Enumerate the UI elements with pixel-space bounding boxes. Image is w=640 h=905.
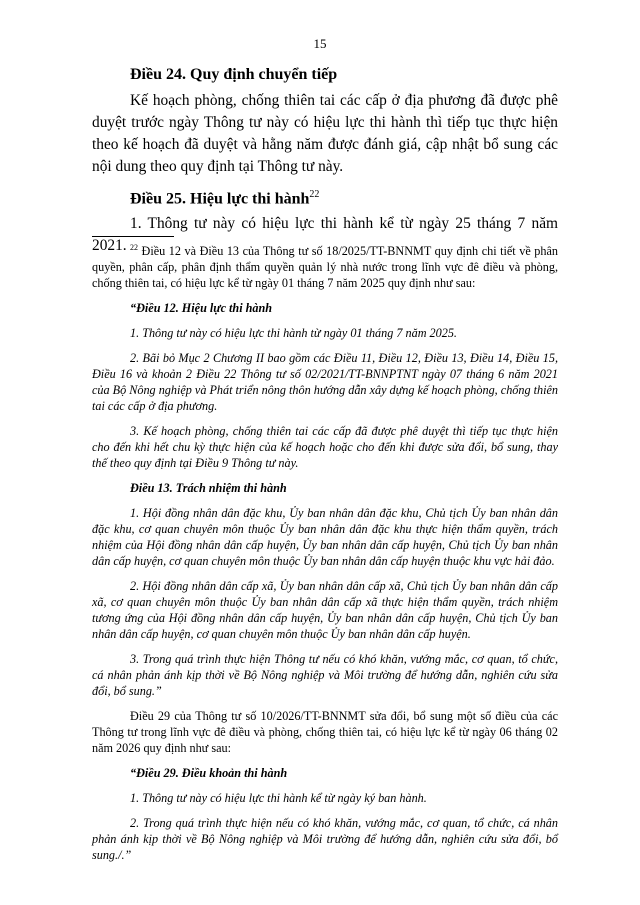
footnote-article-12-clause-2: 2. Bãi bỏ Mục 2 Chương II bao gồm các Điều 11, Điều 12, Điều 13, Điều 14, Điều 15, Điều 16 và khoản 2 Điều 22 Thông tư số 02/2021/TT-BNNPTNT ngày 07 tháng 6 năm 2021 của Bộ Nông nghiệp và Phát triển nông thôn hướng dẫn xây dựng kế hoạch phòng, chống thiên tai các cấp ở địa phương. — [92, 351, 558, 414]
footnote-intro — [92, 240, 558, 291]
footnote-article-13-clause-1: 1. Hội đồng nhân dân đặc khu, Ủy ban nhân dân đặc khu, Chủ tịch Ủy ban nhân dân đặc khu, cơ quan chuyên môn thuộc Ủy ban nhân dân đặc khu thực hiện thẩm quyền, trách nhiệm của Hội đồng nhân dân cấp huyện, Ủy ban nhân dân cấp huyện, Chủ tịch Ủy ban nhân dân cấp huyện, cơ quan chuyên môn thuộc Ủy ban nhân dân cấp huyện thuộc khu vực hải đảo. — [92, 506, 558, 569]
article-25-title — [92, 184, 558, 209]
footnote-article-29-title: “Điều 29. Điều khoản thi hành — [130, 766, 288, 781]
page-number: 15 — [313, 36, 327, 51]
footnote-reference[interactable]: 22 — [309, 189, 320, 200]
article-24-text: Kế hoạch phòng, chống thiên tai các cấp ở địa phương đã được phê duyệt trước ngày Thông tư này có hiệu lực thi hành thì tiếp tục thực hiện theo kế hoạch đã duyệt và hằng năm được đánh giá, cập nhật bổ sung các nội dung theo quy định tại Thông tư này. — [92, 92, 558, 175]
footnote-article-12-title: “Điều 12. Hiệu lực thi hành — [130, 301, 273, 316]
footnote-article-12-clause-1: 1. Thông tư này có hiệu lực thi hành từ ngày 01 tháng 7 năm 2025. — [130, 326, 457, 341]
footnote-article-12-clause-3: 3. Kế hoạch phòng, chống thiên tai các cấp đã được phê duyệt thì tiếp tục thực hiện cho đến khi hết chu kỳ thực hiện của kế hoạch hoặc cho đến khi được sửa đổi, bổ sung, thay thế theo quy định tại Điều 9 Thông tư này. — [92, 424, 558, 471]
footnote-article-29-clause-1: 1. Thông tư này có hiệu lực thi hành kể từ ngày ký ban hành. — [130, 791, 427, 806]
footnote-article-13-clause-3: 3. Trong quá trình thực hiện Thông tư nếu có khó khăn, vướng mắc, cơ quan, tổ chức, cá nhân phản ánh kịp thời về Bộ Nông nghiệp và Môi trường để hướng dẫn, nghiên cứu sửa đổi, bổ sung.” — [92, 652, 558, 699]
footnote-separator — [92, 236, 174, 237]
footnote-article-13-clause-2: 2. Hội đồng nhân dân cấp xã, Ủy ban nhân dân cấp xã, Chủ tịch Ủy ban nhân dân cấp xã, cơ quan chuyên môn thuộc Ủy ban nhân dân cấp xã thực hiện thẩm quyền, trách nhiệm tương ứng của Hội đồng nhân dân cấp huyện, Ủy ban nhân dân cấp huyện, Chủ tịch Ủy ban nhân dân cấp huyện, cơ quan chuyên môn thuộc Ủy ban nhân dân cấp huyện. — [92, 579, 558, 642]
footnote — [92, 240, 558, 872]
footnote-article-29-clause-2: 2. Trong quá trình thực hiện nếu có khó khăn, vướng mắc, cơ quan, tổ chức, cá nhân phản ánh kịp thời về Bộ Nông nghiệp và Môi trường để hướng dẫn, nghiên cứu sửa đổi, bổ sung./.” — [92, 816, 558, 863]
main-content — [92, 64, 558, 263]
footnote-article-29-intro: Điều 29 của Thông tư số 10/2026/TT-BNNMT sửa đổi, bổ sung một số điều của các Thông tư trong lĩnh vực đê điều và phòng, chống thiên tai, có hiệu lực kể từ ngày 06 tháng 02 năm 2026 quy định như sau: — [92, 709, 558, 756]
footnote-number: 22 — [130, 243, 138, 252]
article-25-title-text: Điều 25. Hiệu lực thi hành — [130, 190, 310, 208]
footnote-article-13-title: Điều 13. Trách nhiệm thi hành — [130, 481, 287, 496]
article-24-title: Điều 24. Quy định chuyển tiếp — [130, 66, 338, 83]
article-25-clause-1: 1. Thông tư này có hiệu lực thi hành kể từ ngày 25 tháng 7 năm 2021. — [92, 215, 558, 255]
footnote-intro-text: Điều 12 và Điều 13 của Thông tư số 18/2025/TT-BNNMT quy định chi tiết về phân quyền, phân cấp, phân định thẩm quyền quản lý nhà nước trong lĩnh vực đê điều và phòng, chống thiên tai, có hiệu lực kể từ ngày 01 tháng 7 năm 2025 quy định như sau: — [92, 244, 558, 291]
